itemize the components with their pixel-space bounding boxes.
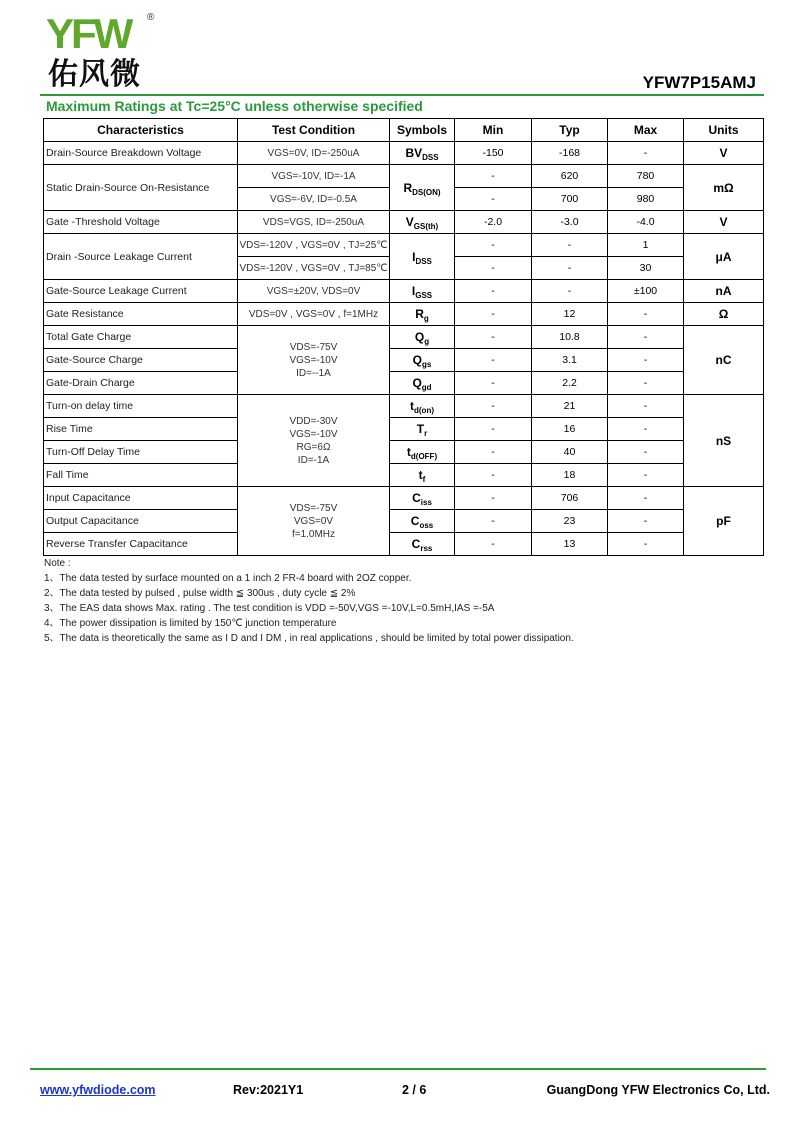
characteristic: Rise Time bbox=[44, 418, 238, 441]
min-value: - bbox=[455, 464, 532, 487]
characteristic: Reverse Transfer Capacitance bbox=[44, 533, 238, 556]
unit: V bbox=[684, 142, 764, 165]
notes-heading: Note : bbox=[44, 558, 71, 569]
table-row bbox=[44, 280, 764, 303]
symbol: $I_{DSS}$ bbox=[390, 234, 455, 280]
min-value: - bbox=[455, 303, 532, 326]
max-value: -4.0 bbox=[608, 211, 684, 234]
max-value: - bbox=[608, 142, 684, 165]
logo-mark: YFW bbox=[46, 10, 131, 57]
min-value: - bbox=[455, 395, 532, 418]
characteristic: Gate -Threshold Voltage bbox=[44, 211, 238, 234]
test-condition: VGS=-10V, ID=-1A bbox=[238, 165, 390, 188]
characteristic: Fall Time bbox=[44, 464, 238, 487]
min-value: - bbox=[455, 510, 532, 533]
characteristic: Gate-Source Charge bbox=[44, 349, 238, 372]
note-item: 5、The data is theoretically the same as I D and I DM , in real applications , should be limited by total power dissipation. bbox=[44, 633, 574, 644]
typ-value: 21 bbox=[532, 395, 608, 418]
col-header: Min bbox=[455, 119, 532, 142]
symbol: $C_{oss}$ bbox=[390, 510, 455, 533]
max-value: - bbox=[608, 418, 684, 441]
typ-value: 16 bbox=[532, 418, 608, 441]
typ-value: 700 bbox=[532, 188, 608, 211]
characteristic: Drain -Source Leakage Current bbox=[44, 234, 238, 280]
characteristic: Turn-on delay time bbox=[44, 395, 238, 418]
table-row bbox=[44, 487, 764, 510]
typ-value: 12 bbox=[532, 303, 608, 326]
note-item: 3、The EAS data shows Max. rating . The test condition is VDD =-50V,VGS =-10V,L=0.5mH,IAS =-5A bbox=[44, 603, 495, 614]
typ-value: 23 bbox=[532, 510, 608, 533]
note-item: 4、The power dissipation is limited by 150℃ junction temperature bbox=[44, 618, 337, 629]
unit: nA bbox=[684, 280, 764, 303]
table-row bbox=[44, 533, 764, 556]
max-value: 980 bbox=[608, 188, 684, 211]
typ-value: 706 bbox=[532, 487, 608, 510]
typ-value: 18 bbox=[532, 464, 608, 487]
typ-value: - bbox=[532, 280, 608, 303]
test-condition: VDD=-30V VGS=-10V RG=6Ω ID=-1A bbox=[238, 395, 390, 487]
table-row bbox=[44, 510, 764, 533]
test-condition: VDS=-75V VGS=0V f=1.0MHz bbox=[238, 487, 390, 556]
symbol: $I_{GSS}$ bbox=[390, 280, 455, 303]
table-row bbox=[44, 372, 764, 395]
min-value: - bbox=[455, 349, 532, 372]
company-name: GuangDong YFW Electronics Co, Ltd. bbox=[546, 1083, 770, 1097]
symbol: $R_{DS(ON)}$ bbox=[390, 165, 455, 211]
header-divider bbox=[40, 94, 764, 96]
typ-value: -168 bbox=[532, 142, 608, 165]
characteristic: Gate Resistance bbox=[44, 303, 238, 326]
symbol: $C_{rss}$ bbox=[390, 533, 455, 556]
unit: V bbox=[684, 211, 764, 234]
test-condition: VGS=±20V, VDS=0V bbox=[238, 280, 390, 303]
notes-block bbox=[44, 556, 574, 646]
characteristic: Gate-Source Leakage Current bbox=[44, 280, 238, 303]
electrical-characteristics-table bbox=[43, 118, 764, 556]
page-number: 2 / 6 bbox=[402, 1083, 427, 1097]
symbol: $t_f$ bbox=[390, 464, 455, 487]
max-value: - bbox=[608, 326, 684, 349]
max-value: - bbox=[608, 372, 684, 395]
test-condition: VGS=0V, ID=-250uA bbox=[238, 142, 390, 165]
col-header: Characteristics bbox=[44, 119, 238, 142]
min-value: -2.0 bbox=[455, 211, 532, 234]
table-row bbox=[44, 165, 764, 188]
revision: Rev:2021Y1 bbox=[233, 1083, 304, 1097]
typ-value: -3.0 bbox=[532, 211, 608, 234]
company-logo bbox=[46, 12, 156, 92]
min-value: - bbox=[455, 326, 532, 349]
unit: nC bbox=[684, 326, 764, 395]
characteristic: Drain-Source Breakdown Voltage bbox=[44, 142, 238, 165]
characteristic: Turn-Off Delay Time bbox=[44, 441, 238, 464]
max-value: - bbox=[608, 303, 684, 326]
min-value: - bbox=[455, 280, 532, 303]
test-condition: VDS=VGS, ID=-250uA bbox=[238, 211, 390, 234]
col-header: Test Condition bbox=[238, 119, 390, 142]
part-number: YFW7P15AMJ bbox=[642, 73, 756, 92]
typ-value: - bbox=[532, 257, 608, 280]
website-link[interactable]: www.yfwdiode.com bbox=[40, 1083, 156, 1097]
max-value: 1 bbox=[608, 234, 684, 257]
table-row bbox=[44, 418, 764, 441]
typ-value: 3.1 bbox=[532, 349, 608, 372]
logo-chinese-name: 佑风微 bbox=[48, 57, 141, 92]
typ-value: 2.2 bbox=[532, 372, 608, 395]
max-value: ±100 bbox=[608, 280, 684, 303]
table-row bbox=[44, 211, 764, 234]
typ-value: 10.8 bbox=[532, 326, 608, 349]
symbol: $V_{GS(th)}$ bbox=[390, 211, 455, 234]
table-row bbox=[44, 464, 764, 487]
col-header: Typ bbox=[532, 119, 608, 142]
max-value: - bbox=[608, 349, 684, 372]
col-header: Max bbox=[608, 119, 684, 142]
symbol: $Q_{gd}$ bbox=[390, 372, 455, 395]
test-condition: VDS=0V , VGS=0V , f=1MHz bbox=[238, 303, 390, 326]
test-condition: VGS=-6V, ID=-0.5A bbox=[238, 188, 390, 211]
characteristic: Static Drain-Source On-Resistance bbox=[44, 165, 238, 211]
typ-value: 13 bbox=[532, 533, 608, 556]
unit: nS bbox=[684, 395, 764, 487]
max-value: 30 bbox=[608, 257, 684, 280]
typ-value: 40 bbox=[532, 441, 608, 464]
symbol: $C_{iss}$ bbox=[390, 487, 455, 510]
section-title: Maximum Ratings at Tc=25°C unless otherwise specified bbox=[46, 98, 423, 114]
test-condition: VDS=-75V VGS=-10V ID=--1A bbox=[238, 326, 390, 395]
table-row bbox=[44, 234, 764, 257]
max-value: - bbox=[608, 510, 684, 533]
max-value: - bbox=[608, 395, 684, 418]
min-value: - bbox=[455, 372, 532, 395]
note-item: 1、The data tested by surface mounted on a 1 inch 2 FR-4 board with 2OZ copper. bbox=[44, 573, 412, 584]
characteristic: Output Capacitance bbox=[44, 510, 238, 533]
min-value: - bbox=[455, 533, 532, 556]
col-header: Symbols bbox=[390, 119, 455, 142]
min-value: - bbox=[455, 487, 532, 510]
table-row bbox=[44, 395, 764, 418]
min-value: - bbox=[455, 188, 532, 211]
characteristic: Total Gate Charge bbox=[44, 326, 238, 349]
symbol: $t_{d(on)}$ bbox=[390, 395, 455, 418]
table-row bbox=[44, 326, 764, 349]
unit: Ω bbox=[684, 303, 764, 326]
characteristic: Gate-Drain Charge bbox=[44, 372, 238, 395]
table-row bbox=[44, 142, 764, 165]
unit: μA bbox=[684, 234, 764, 280]
min-value: - bbox=[455, 418, 532, 441]
min-value: - bbox=[455, 234, 532, 257]
min-value: -150 bbox=[455, 142, 532, 165]
max-value: 780 bbox=[608, 165, 684, 188]
min-value: - bbox=[455, 165, 532, 188]
symbol: $T_r$ bbox=[390, 418, 455, 441]
col-header: Units bbox=[684, 119, 764, 142]
characteristic: Input Capacitance bbox=[44, 487, 238, 510]
registered-mark: ® bbox=[147, 12, 155, 23]
min-value: - bbox=[455, 441, 532, 464]
unit: mΩ bbox=[684, 165, 764, 211]
max-value: - bbox=[608, 487, 684, 510]
test-condition: VDS=-120V , VGS=0V , TJ=85℃ bbox=[238, 257, 390, 280]
table-row bbox=[44, 441, 764, 464]
footer-divider bbox=[30, 1068, 766, 1070]
table-header-row bbox=[44, 119, 764, 142]
unit: pF bbox=[684, 487, 764, 556]
symbol: $Q_{gs}$ bbox=[390, 349, 455, 372]
note-item: 2、The data tested by pulsed , pulse width ≦ 300us , duty cycle ≦ 2% bbox=[44, 588, 356, 599]
max-value: - bbox=[608, 441, 684, 464]
max-value: - bbox=[608, 464, 684, 487]
typ-value: - bbox=[532, 234, 608, 257]
symbol: $BV_{DSS}$ bbox=[390, 142, 455, 165]
test-condition: VDS=-120V , VGS=0V , TJ=25℃ bbox=[238, 234, 390, 257]
typ-value: 620 bbox=[532, 165, 608, 188]
max-value: - bbox=[608, 533, 684, 556]
symbol: $t_{d(OFF)}$ bbox=[390, 441, 455, 464]
table-row bbox=[44, 349, 764, 372]
symbol: $R_g$ bbox=[390, 303, 455, 326]
table-row bbox=[44, 303, 764, 326]
symbol: $Q_g$ bbox=[390, 326, 455, 349]
min-value: - bbox=[455, 257, 532, 280]
